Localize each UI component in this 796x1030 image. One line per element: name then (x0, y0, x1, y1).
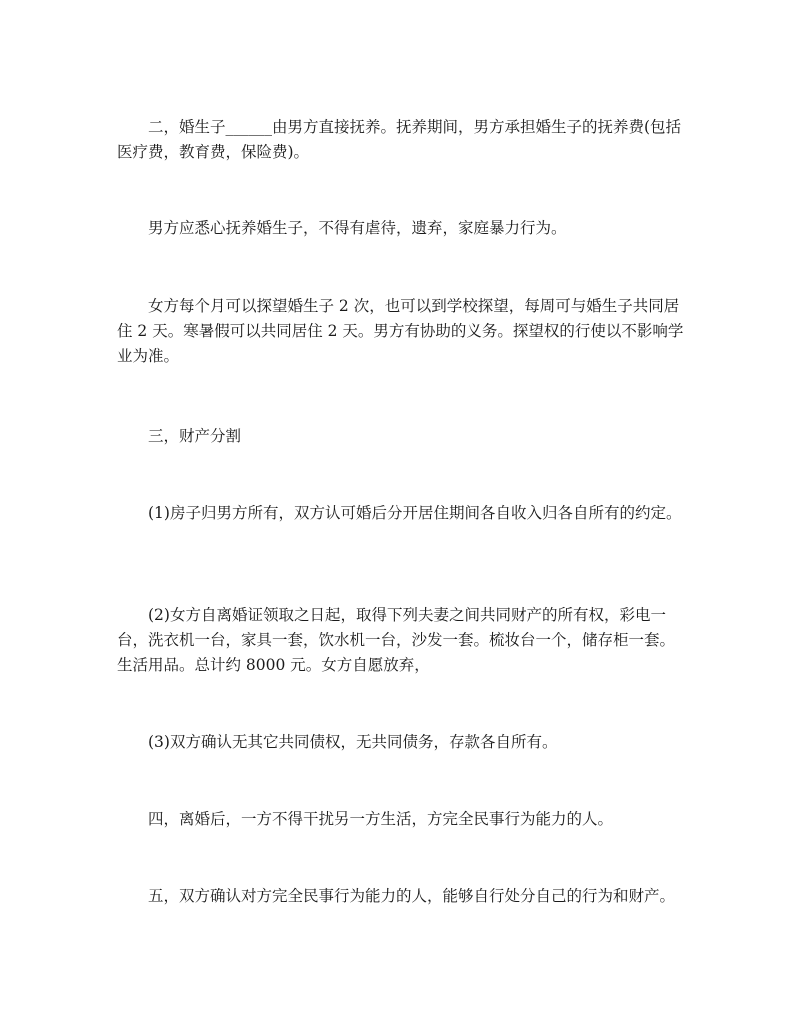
section-heading-property: 三，财产分割 (148, 427, 242, 445)
paragraph-property-2: (2)女方自离婚证领取之日起，取得下列夫妻之间共同财产的所有权，彩电一台，洗衣机一台，家具一套，饮水机一台，沙发一套。梳妆台一个，储存柜一套。生活用品。总计约 8000 元。女方自愿放弃， (117, 606, 676, 674)
paragraph-visitation: 女方每个月可以探望婚生子 2 次，也可以到学校探望，每周可与婚生子共同居住 2 天。寒暑假可以共同居住 2 天。男方有协助的义务。探望权的行使以不影响学业为准。 (117, 297, 684, 365)
paragraph-care-obligation: 男方应悉心抚养婚生子，不得有虐待，遗弃，家庭暴力行为。 (148, 219, 567, 237)
paragraph-capacity: 五，双方确认对方完全民事行为能力的人，能够自行处分自己的行为和财产。 (148, 887, 676, 905)
paragraph-non-interference: 四，离婚后，一方不得干扰另一方生活，方完全民事行为能力的人。 (148, 810, 614, 828)
paragraph-property-3: (3)双方确认无其它共同债权，无共同债务，存款各自所有。 (148, 733, 558, 751)
paragraph-custody: 二，婚生子______由男方直接抚养。抚养期间，男方承担婚生子的抚养费(包括医疗费，教育费，保险费)。 (117, 118, 682, 161)
paragraph-property-1: (1)房子归男方所有，双方认可婚后分开居住期间各自收入归各自所有的约定。 (148, 504, 682, 522)
